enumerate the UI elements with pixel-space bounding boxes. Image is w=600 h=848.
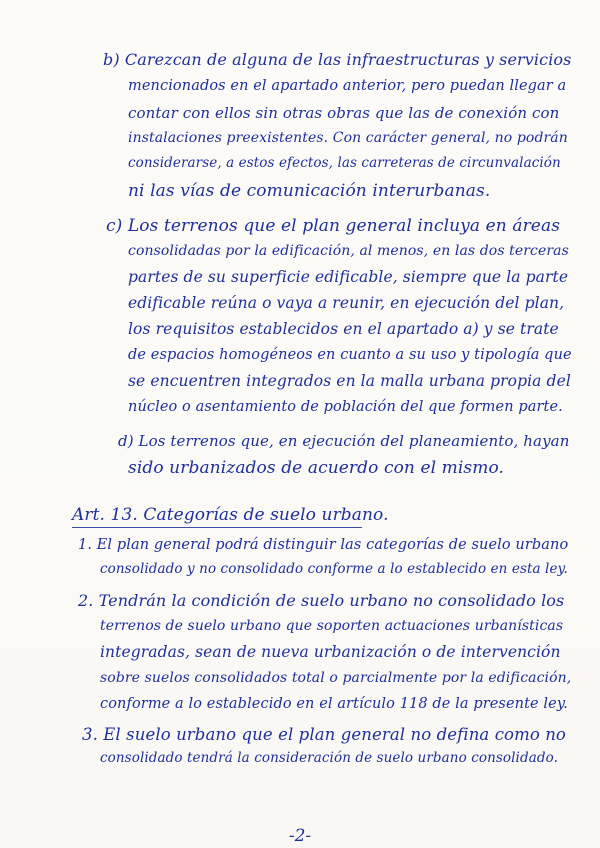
text-line: mencionados en el apartado anterior, pero puedan llegar a [128, 78, 567, 94]
text-line: 3. El suelo urbano que el plan general no defina como no [82, 725, 566, 744]
text-line: terrenos de suelo urbano que soporten actuaciones urbanísticas [100, 618, 564, 634]
text-line: considerarse, a estos efectos, las carreteras de circunvalación [128, 155, 561, 171]
text-line: 2. Tendrán la condición de suelo urbano no consolidado los [78, 591, 565, 610]
text-line: b) Carezcan de alguna de las infraestructuras y servicios [103, 50, 572, 69]
text-line: 1. El plan general podrá distinguir las categorías de suelo urbano [78, 537, 569, 553]
text-line: sobre suelos consolidados total o parcialmente por la edificación, [100, 670, 572, 686]
text-line: consolidadas por la edificación, al menos, en las dos terceras [128, 243, 569, 259]
text-line: instalaciones preexistentes. Con carácter general, no podrán [128, 130, 568, 146]
text-line: sido urbanizados de acuerdo con el mismo. [128, 458, 505, 478]
text-line: c) Los terrenos que el plan general incluya en áreas [106, 216, 561, 236]
text-line: partes de su superficie edificable, siempre que la parte [128, 268, 569, 286]
text-line: de espacios homogéneos en cuanto a su uso y tipología que [128, 347, 572, 363]
text-line: conforme a lo establecido en el artículo 118 de la presente ley. [100, 696, 568, 712]
text-line: núcleo o asentamiento de población del que formen parte. [128, 399, 563, 415]
text-line: consolidado y no consolidado conforme a lo establecido en esta ley. [100, 561, 568, 577]
text-line: contar con ellos sin otras obras que las de conexión con [128, 104, 560, 122]
title-underline [72, 527, 362, 528]
text-line: los requisitos establecidos en el apartado a) y se trate [128, 320, 559, 338]
text-line: ni las vías de comunicación interurbanas. [128, 181, 491, 201]
text-line: d) Los terrenos que, en ejecución del planeamiento, hayan [118, 432, 570, 450]
text-line: consolidado tendrá la consideración de suelo urbano consolidado. [100, 750, 558, 766]
page-number: -2- [288, 826, 312, 846]
text-line: edificable reúna o vaya a reunir, en ejecución del plan, [128, 294, 565, 312]
text-line: integradas, sean de nueva urbanización o de intervención [100, 643, 561, 661]
article-title: Art. 13. Categorías de suelo urbano. [72, 505, 389, 525]
text-line: se encuentren integrados en la malla urbana propia del [128, 372, 571, 390]
